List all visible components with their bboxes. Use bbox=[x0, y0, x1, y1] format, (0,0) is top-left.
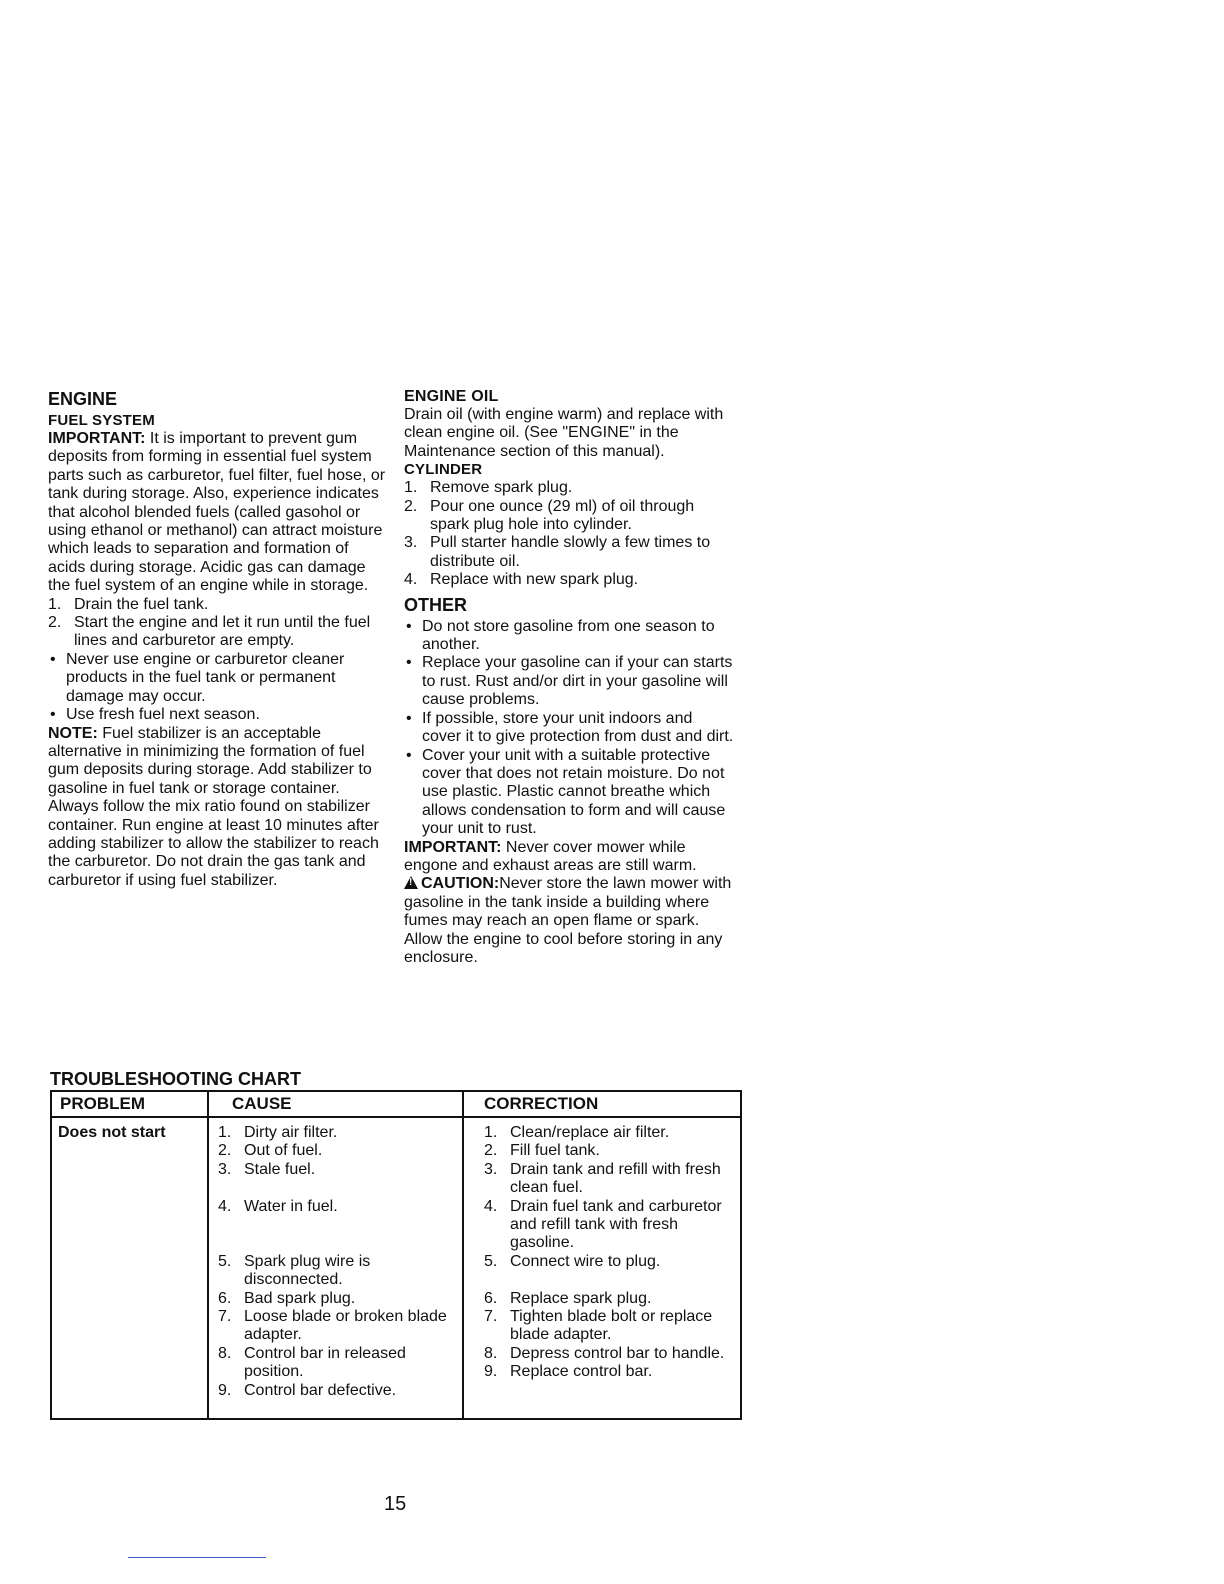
correction-number: 1. bbox=[484, 1124, 498, 1141]
table-row bbox=[484, 1308, 734, 1345]
table-row bbox=[218, 1253, 458, 1290]
important-label: IMPORTANT: bbox=[404, 838, 502, 856]
table-row bbox=[218, 1382, 458, 1400]
correction-number: 7. bbox=[484, 1308, 498, 1326]
bullet-text: Cover your unit with a suitable protective cover that does not retain moisture. Do not use plastic. Plastic cannot breathe which allows condensation to form and will cause your unit to rust. bbox=[422, 746, 726, 838]
bullet-text: If possible, store your unit indoors and cover it to give protection from dust and dirt. bbox=[422, 709, 734, 746]
step-text: Remove spark plug. bbox=[430, 479, 573, 497]
correction-number: 4. bbox=[484, 1197, 498, 1215]
note-text: Fuel stabilizer is an acceptable alternative in minimizing the formation of fuel gum deposits during storage. Add stabilizer to gasoline in fuel tank or storage container. Always follow the mix ratio found on stabilizer container. Run engine at least 10 minutes after adding stabilizer to allow the stabilizer to reach the carburetor. Do not drain the gas tank and carburetor if using fuel stabilizer. bbox=[48, 724, 379, 889]
list-item bbox=[48, 706, 388, 724]
cause-text: Stale fuel. bbox=[244, 1160, 316, 1178]
step-text: Replace with new spark plug. bbox=[430, 571, 639, 589]
correction-text: Clean/replace air filter. bbox=[510, 1124, 670, 1141]
cause-number: 7. bbox=[218, 1308, 232, 1326]
cause-number: 3. bbox=[218, 1160, 232, 1178]
note-label: NOTE: bbox=[48, 724, 98, 742]
list-item bbox=[404, 618, 734, 655]
note-paragraph bbox=[48, 725, 388, 891]
important-text: It is important to prevent gum deposits from forming in essential fuel system parts such as carburetor, fuel filter, fuel hose, or tank during storage. Also, experience indicates that alcohol blended fuels (called gasohol or using ethanol or methanol) can attract moisture which leads to separation and formation of acids during storage. Acidic gas can damage the fuel system of an engine while in storage. bbox=[48, 430, 386, 595]
left-column bbox=[48, 388, 388, 890]
step-number: 2. bbox=[48, 614, 62, 632]
table-row bbox=[484, 1345, 734, 1363]
correction-text: Depress control bar to handle. bbox=[510, 1344, 725, 1362]
list-item bbox=[48, 596, 388, 614]
table-row bbox=[218, 1290, 458, 1308]
correction-number: 6. bbox=[484, 1289, 498, 1307]
list-item bbox=[404, 479, 734, 497]
correction-text: Drain tank and refill with fresh clean fuel. bbox=[510, 1160, 721, 1197]
cause-number: 2. bbox=[218, 1142, 232, 1160]
cause-text: Dirty air filter. bbox=[244, 1124, 338, 1141]
fuel-important-paragraph bbox=[48, 430, 388, 596]
cylinder-steps-list bbox=[404, 479, 734, 589]
correction-number: 8. bbox=[484, 1344, 498, 1362]
table-row bbox=[484, 1290, 734, 1308]
table-row bbox=[218, 1345, 458, 1382]
cause-text: Control bar in released position. bbox=[244, 1344, 406, 1381]
problem-header: PROBLEM bbox=[60, 1094, 145, 1113]
warning-triangle-icon: ! bbox=[404, 876, 418, 889]
other-heading: OTHER bbox=[404, 594, 467, 615]
step-text: Pull starter handle slowly a few times to distribute oil. bbox=[430, 534, 711, 570]
correction-number: 5. bbox=[484, 1252, 498, 1270]
table-row bbox=[484, 1124, 734, 1142]
fuel-bullets-list bbox=[48, 651, 388, 725]
correction-text: Replace spark plug. bbox=[510, 1289, 652, 1307]
caution-label: CAUTION: bbox=[421, 875, 500, 893]
list-item bbox=[48, 651, 388, 706]
correction-number: 3. bbox=[484, 1160, 498, 1178]
cause-number: 1. bbox=[218, 1124, 232, 1141]
fuel-steps-list bbox=[48, 596, 388, 651]
bullet-text: Do not store gasoline from one season to another. bbox=[422, 617, 715, 654]
list-item bbox=[404, 498, 734, 535]
cause-number: 4. bbox=[218, 1197, 232, 1215]
bottom-rule bbox=[128, 1557, 266, 1558]
bullet-text: Replace your gasoline can if your can starts to rust. Rust and/or dirt in your gasoline will cause problems. bbox=[422, 654, 733, 709]
correction-cell bbox=[484, 1124, 734, 1382]
step-number: 2. bbox=[404, 497, 418, 515]
step-text: Start the engine and let it run until the fuel lines and carburetor are empty. bbox=[74, 614, 371, 650]
other-bullets-list bbox=[404, 618, 734, 839]
fuel-system-heading: FUEL SYSTEM bbox=[48, 412, 155, 429]
cylinder-heading: CYLINDER bbox=[404, 461, 483, 479]
cause-header: CAUSE bbox=[232, 1094, 292, 1113]
list-item bbox=[404, 747, 734, 839]
caution-paragraph bbox=[404, 875, 734, 967]
correction-text: Connect wire to plug. bbox=[510, 1252, 661, 1270]
important-label: IMPORTANT: bbox=[48, 430, 146, 447]
bullet-text: Use fresh fuel next season. bbox=[66, 706, 260, 724]
other-important-paragraph bbox=[404, 839, 734, 876]
table-row bbox=[218, 1142, 458, 1160]
cause-text: Loose blade or broken blade adapter. bbox=[244, 1308, 447, 1344]
step-number: 4. bbox=[404, 571, 418, 589]
column-divider bbox=[207, 1092, 209, 1418]
cause-text: Water in fuel. bbox=[244, 1197, 338, 1215]
table-row bbox=[484, 1363, 734, 1381]
correction-number: 2. bbox=[484, 1142, 498, 1160]
correction-text: Replace control bar. bbox=[510, 1363, 653, 1381]
list-item bbox=[404, 654, 734, 709]
page-number: 15 bbox=[384, 1493, 407, 1515]
cause-text: Control bar defective. bbox=[244, 1381, 397, 1399]
table-row bbox=[484, 1253, 734, 1290]
bullet-mark: • bbox=[406, 746, 412, 764]
list-item bbox=[48, 614, 388, 651]
engine-oil-paragraph: Drain oil (with engine warm) and replace with clean engine oil. (See "ENGINE" in the Maintenance section of this manual). bbox=[404, 406, 724, 460]
bullet-mark: • bbox=[406, 654, 412, 672]
step-number: 1. bbox=[48, 595, 62, 613]
step-number: 1. bbox=[404, 479, 418, 497]
cause-cell bbox=[218, 1124, 458, 1400]
troubleshooting-table bbox=[50, 1090, 742, 1420]
table-row bbox=[484, 1142, 734, 1160]
cause-text: Bad spark plug. bbox=[244, 1289, 356, 1307]
right-column bbox=[404, 388, 734, 967]
correction-number: 9. bbox=[484, 1363, 498, 1381]
correction-text: Fill fuel tank. bbox=[510, 1142, 600, 1160]
table-row bbox=[484, 1198, 734, 1253]
table-row bbox=[484, 1161, 734, 1198]
troubleshooting-chart-title: TROUBLESHOOTING CHART bbox=[50, 1069, 301, 1089]
cause-number: 5. bbox=[218, 1252, 232, 1270]
table-row bbox=[218, 1198, 458, 1253]
bullet-mark: • bbox=[50, 650, 56, 668]
step-text: Drain the fuel tank. bbox=[74, 595, 209, 613]
engine-oil-heading: ENGINE OIL bbox=[404, 388, 499, 405]
cause-number: 6. bbox=[218, 1289, 232, 1307]
engine-heading: ENGINE bbox=[48, 389, 118, 409]
cause-number: 8. bbox=[218, 1344, 232, 1362]
cause-number: 9. bbox=[218, 1381, 232, 1399]
column-divider bbox=[462, 1092, 464, 1418]
important-text: Never cover mower while engone and exhaust areas are still warm. bbox=[404, 838, 697, 874]
table-row bbox=[218, 1308, 458, 1345]
bullet-text: Never use engine or carburetor cleaner products in the fuel tank or permanent damage may occur. bbox=[66, 650, 345, 705]
list-item bbox=[404, 710, 734, 747]
header-divider bbox=[52, 1116, 740, 1118]
correction-text: Drain fuel tank and carburetor and refill tank with fresh gasoline. bbox=[510, 1197, 722, 1252]
problem-cell: Does not start bbox=[58, 1124, 166, 1141]
step-text: Pour one ounce (29 ml) of oil through spark plug hole into cylinder. bbox=[430, 497, 695, 534]
caution-text: Never store the lawn mower with gasoline in the tank inside a building where fumes may reach an open flame or spark. Allow the engine to cool before storing in any enclosure. bbox=[404, 875, 732, 966]
bullet-mark: • bbox=[50, 706, 56, 724]
list-item bbox=[404, 534, 734, 571]
table-row bbox=[218, 1161, 458, 1198]
bullet-mark: • bbox=[406, 617, 412, 635]
step-number: 3. bbox=[404, 534, 418, 552]
table-row bbox=[218, 1124, 458, 1142]
correction-header: CORRECTION bbox=[484, 1094, 599, 1113]
cause-text: Out of fuel. bbox=[244, 1142, 323, 1160]
list-item bbox=[404, 571, 734, 589]
bullet-mark: • bbox=[406, 709, 412, 727]
correction-text: Tighten blade bolt or replace blade adapter. bbox=[510, 1308, 713, 1344]
cause-text: Spark plug wire is disconnected. bbox=[244, 1252, 371, 1289]
